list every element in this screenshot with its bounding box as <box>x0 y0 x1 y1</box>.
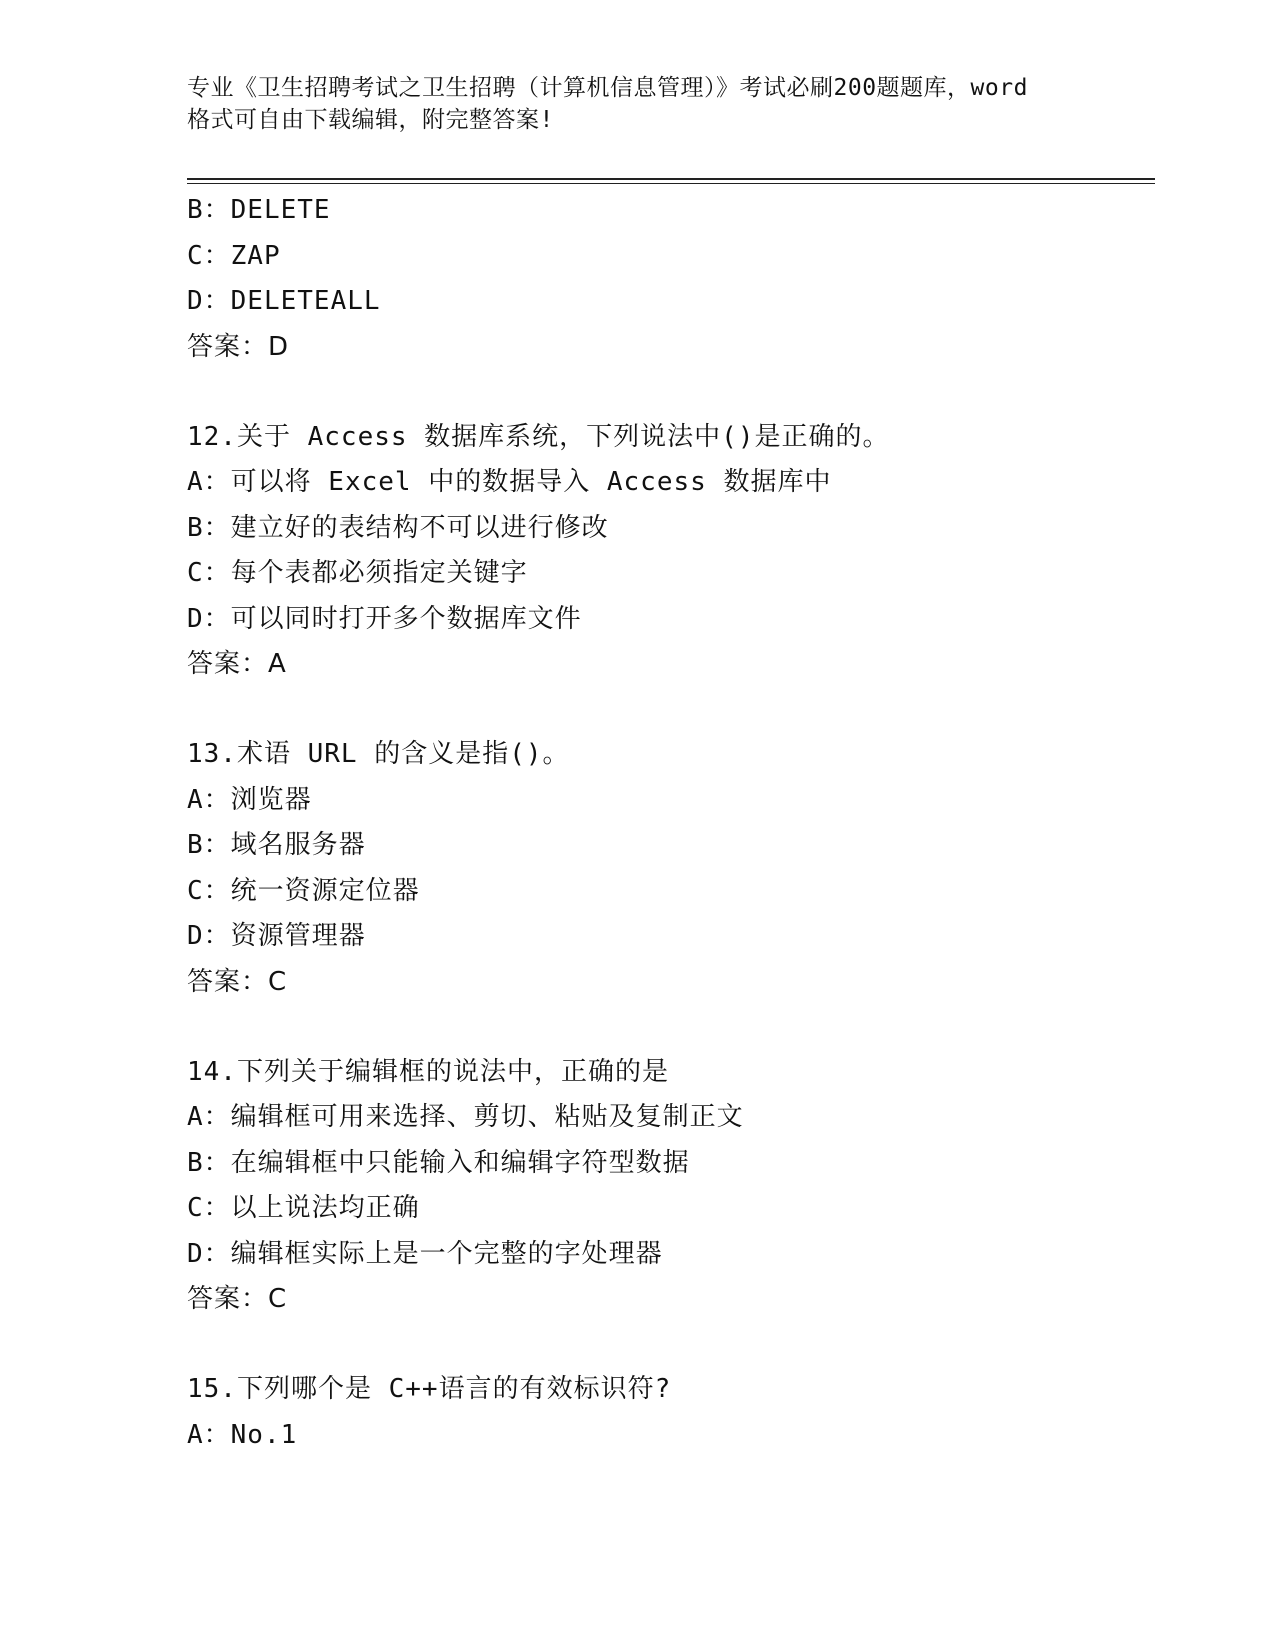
question-stem: 15.下列哪个是 C++语言的有效标识符? <box>187 1374 672 1404</box>
spacer <box>187 370 1155 415</box>
header-line-2: 格式可自由下载编辑，附完整答案! <box>187 107 554 133</box>
option-d: D：DELETEALL <box>187 286 381 316</box>
answer-line: 答案：A <box>187 649 287 679</box>
option-c: C：ZAP <box>187 240 281 271</box>
question-item <box>187 415 1155 688</box>
question-item <box>187 1367 1155 1458</box>
question-stem: 12.关于 Access 数据库系统，下列说法中()是正确的。 <box>187 421 890 452</box>
option-c: C：以上说法均正确 <box>187 1193 420 1223</box>
option-b: B：域名服务器 <box>187 830 366 860</box>
header-divider-thin <box>187 183 1155 184</box>
spacer <box>187 1323 1155 1368</box>
answer-line: 答案：D <box>187 331 290 362</box>
option-d: D：编辑框实际上是一个完整的字处理器 <box>187 1238 663 1269</box>
option-b: B：在编辑框中只能输入和编辑字符型数据 <box>187 1147 690 1178</box>
question-item <box>187 732 1155 1005</box>
document-header <box>187 72 1087 136</box>
option-b: B：建立好的表结构不可以进行修改 <box>187 512 609 543</box>
question-list <box>187 188 1155 1458</box>
option-a: A：可以将 Excel 中的数据导入 Access 数据库中 <box>187 467 832 497</box>
option-a: A：浏览器 <box>187 784 312 815</box>
spacer <box>187 688 1155 733</box>
question-stem: 14.下列关于编辑框的说法中，正确的是 <box>187 1056 669 1087</box>
answer-line: 答案：C <box>187 1284 288 1314</box>
option-d: D：可以同时打开多个数据库文件 <box>187 603 582 634</box>
option-b: B：DELETE <box>187 195 331 225</box>
option-c: C：统一资源定位器 <box>187 875 420 906</box>
option-a: A：No.1 <box>187 1419 298 1450</box>
question-fragment <box>187 188 1155 370</box>
question-stem: 13.术语 URL 的含义是指()。 <box>187 739 570 769</box>
option-c: C：每个表都必须指定关键字 <box>187 558 528 588</box>
header-divider-thick <box>187 178 1155 180</box>
header-line-1: 专业《卫生招聘考试之卫生招聘（计算机信息管理）》考试必刷200题题库，word <box>187 75 1028 101</box>
answer-line: 答案：C <box>187 966 288 997</box>
option-d: D：资源管理器 <box>187 921 366 951</box>
option-a: A：编辑框可用来选择、剪切、粘贴及复制正文 <box>187 1102 744 1132</box>
spacer <box>187 1005 1155 1050</box>
question-item <box>187 1050 1155 1323</box>
